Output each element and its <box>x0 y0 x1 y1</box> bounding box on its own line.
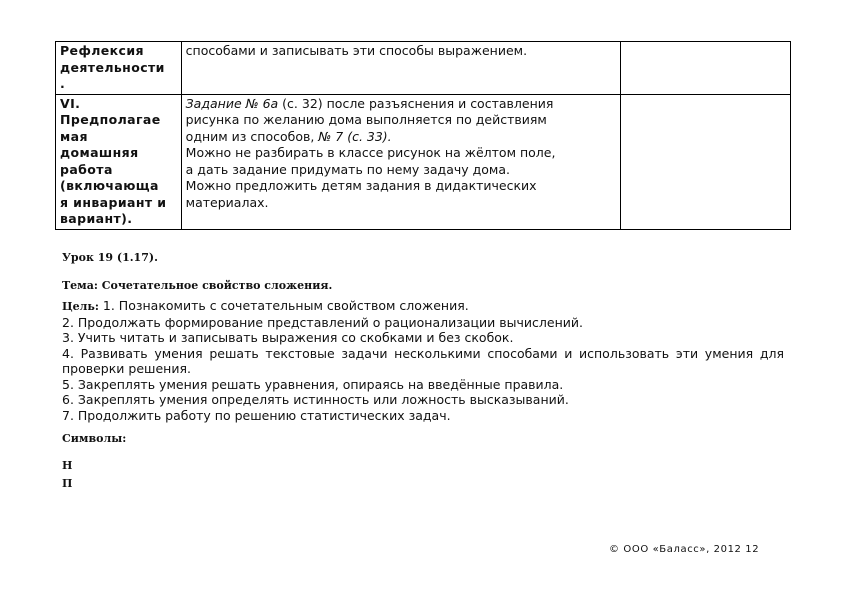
content-text: материалах. <box>185 194 269 210</box>
content-line <box>186 43 616 60</box>
content-line <box>186 112 616 129</box>
lesson-title: Урок 19 (1.17). <box>62 251 158 264</box>
stage-line: VI. <box>60 95 81 111</box>
goals-label: Цель: <box>62 300 99 313</box>
symbols-label: Символы: <box>62 432 127 445</box>
notes-cell <box>621 42 791 95</box>
table-row <box>56 94 791 229</box>
goal-item: 6. Закреплять умения определять истинность или ложность высказываний. <box>62 392 569 407</box>
goal-item: 5. Закреплять умения решать уравнения, опираясь на введённые правила. <box>62 376 564 392</box>
content-cell <box>181 42 620 95</box>
stage-line: мая <box>60 128 88 144</box>
lesson-topic: Тема: Сочетательное свойство сложения. <box>62 279 333 292</box>
stage-line: Рефлексия <box>60 43 144 58</box>
content-line <box>186 162 616 179</box>
stage-line: . <box>60 76 66 91</box>
content-text: рисунка по желанию дома выполняется по действиям <box>185 112 547 127</box>
stage-line: работа <box>60 161 113 177</box>
symbol-item: П <box>62 477 73 490</box>
content-cell <box>181 94 620 229</box>
stage-line: (включающа <box>60 178 159 193</box>
content-text: способами и записывать эти способы выражением. <box>185 43 528 58</box>
task-reference: № 7 (с. 33). <box>318 128 392 144</box>
content-text: Можно не разбирать в классе рисунок на жёлтом поле, <box>185 145 556 160</box>
stage-line: домашняя <box>60 145 139 160</box>
content-line <box>186 145 616 162</box>
content-text: одним из способов, <box>185 128 319 144</box>
stage-line: Предполагае <box>60 112 161 127</box>
content-line <box>186 129 616 146</box>
notes-cell <box>621 94 791 229</box>
symbol-item: Н <box>62 459 73 472</box>
stage-line: я инвариант и <box>60 194 167 210</box>
content-line <box>186 96 616 113</box>
goals-list <box>62 298 784 423</box>
content-text: Можно предложить детям задания в дидактических <box>185 178 537 193</box>
content-line <box>186 195 616 212</box>
stage-cell <box>56 94 182 229</box>
content-text: (с. 32) после разъяснения и составления <box>278 95 554 111</box>
table-row <box>56 42 791 95</box>
goal-item: 2. Продолжать формирование представлений о рационализации вычислений. <box>62 314 583 330</box>
goal-item: 7. Продолжить работу по решению статистических задач. <box>62 407 451 423</box>
stage-line: вариант). <box>60 211 133 226</box>
stage-line: деятельности <box>60 59 165 75</box>
content-text: а дать задание придумать по нему задачу дома. <box>185 161 510 177</box>
goal-item: 4. Развивать умения решать текстовые задачи несколькими способами и использовать эти умения для проверки решения. <box>62 345 784 376</box>
goal-item <box>62 298 784 315</box>
content-line <box>186 178 616 195</box>
goal-item: 3. Учить читать и записывать выражения со скобками и без скобок. <box>62 330 514 345</box>
page-footer: © ООО «Баласс», 2012 12 <box>609 544 760 555</box>
stage-cell <box>56 42 182 95</box>
task-reference: Задание № 6а <box>185 95 279 111</box>
lesson-plan-table <box>55 41 791 230</box>
goal-text: 1. Познакомить с сочетательным свойством сложения. <box>98 298 469 313</box>
